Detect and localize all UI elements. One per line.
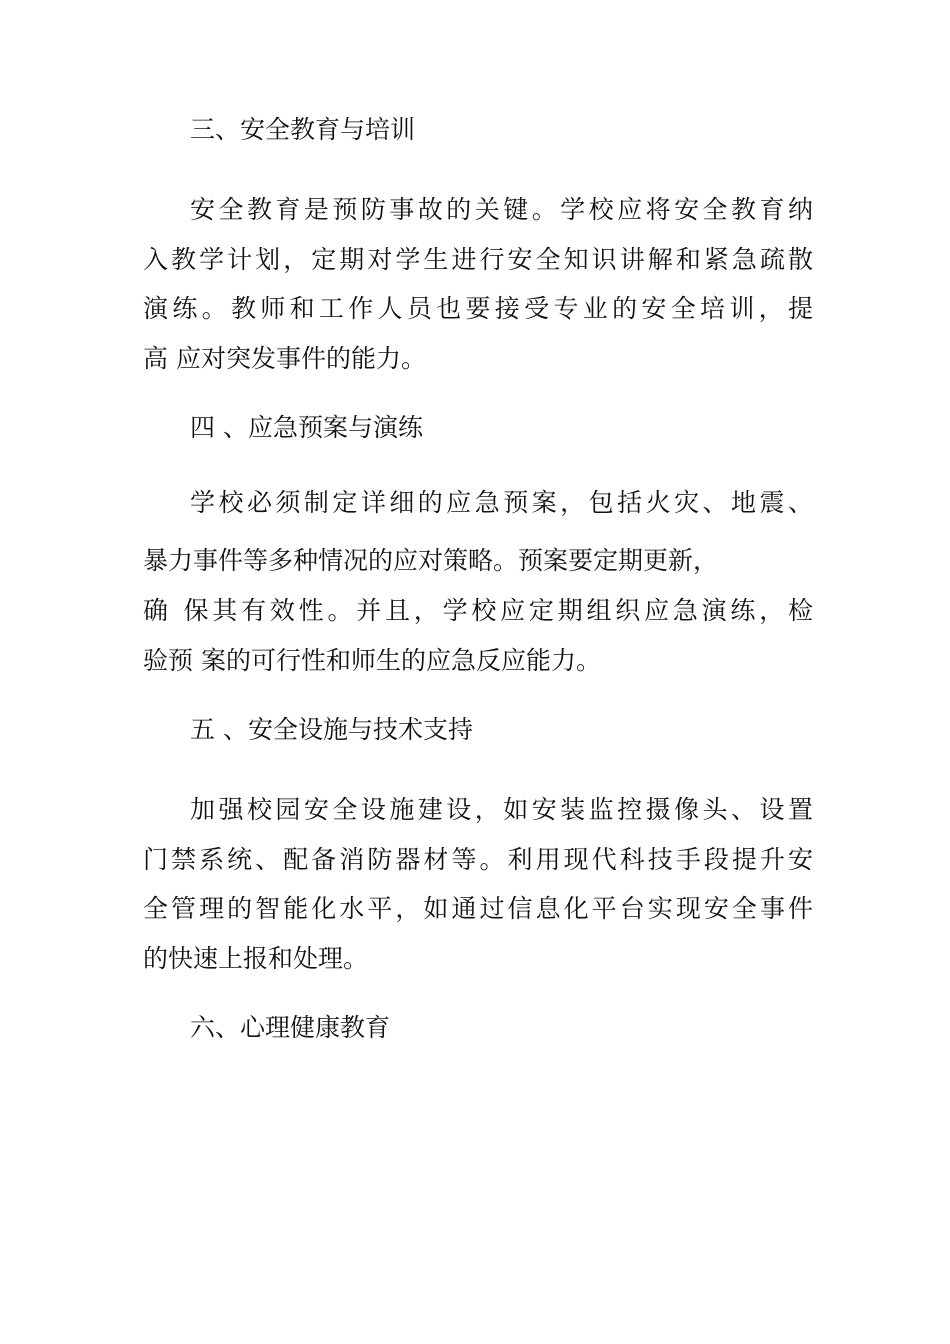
paragraph-line: 演练。教师和工作人员也要接受专业的安全培训，提 [143, 294, 813, 323]
section-heading-4: 四 、应急预案与演练 [190, 413, 423, 442]
paragraph-line: 全管理的智能化水平，如通过信息化平台实现安全事件 [143, 894, 813, 923]
paragraph-line: 门禁系统、配备消防器材等。利用现代科技手段提升安 [143, 845, 813, 874]
paragraph-line: 学校必须制定详细的应急预案，包括火灾、地震、 [190, 488, 813, 517]
paragraph-line: 入教学计划，定期对学生进行安全知识讲解和紧急疏散 [143, 245, 813, 274]
paragraph-line: 暴力事件等多种情况的应对策略。预案要定期更新， [143, 546, 719, 575]
section-heading-6: 六、心理健康教育 [190, 1013, 391, 1042]
paragraph-line: 安全教育是预防事故的关键。学校应将安全教育纳 [190, 195, 813, 224]
paragraph-line: 高 应对突发事件的能力。 [143, 344, 426, 373]
section-heading-3: 三、安全教育与培训 [190, 115, 416, 144]
paragraph-line: 加强校园安全设施建设，如安装监控摄像头、设置 [190, 795, 813, 824]
paragraph-line: 验预 案的可行性和师生的应急反应能力。 [143, 646, 601, 675]
paragraph-line: 的快速上报和处理。 [143, 944, 369, 973]
paragraph-line: 确 保其有效性。并且，学校应定期组织应急演练，检 [143, 596, 813, 625]
section-heading-5: 五 、安全设施与技术支持 [190, 715, 473, 744]
